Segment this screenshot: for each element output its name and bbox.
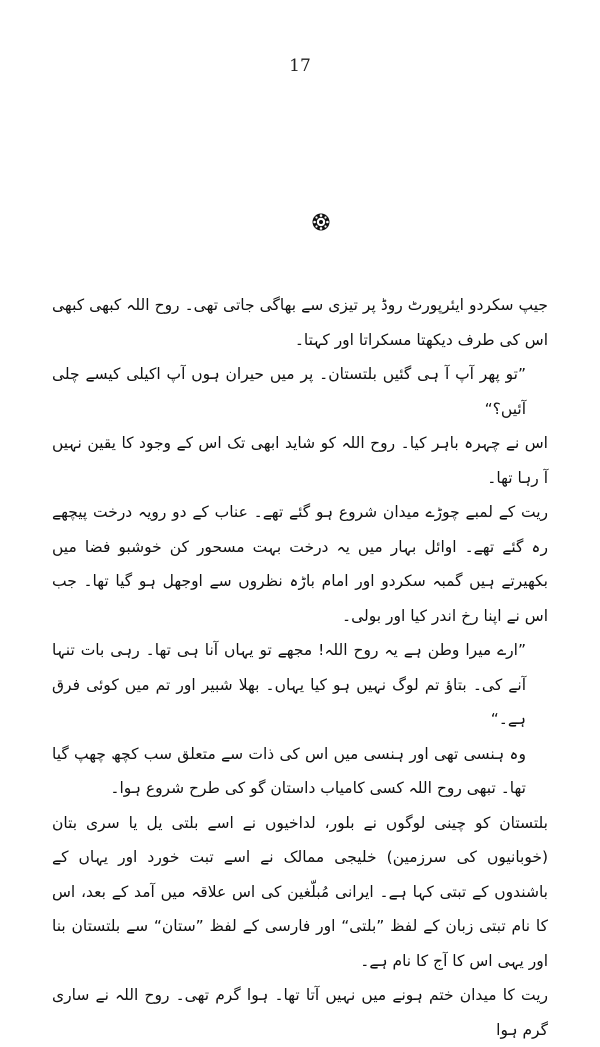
- paragraph: ریت کے لمبے چوڑے میدان شروع ہو گئے تھے۔ عناب کے دو رویہ درخت پیچھے رہ گئے تھے۔ اوائل بہار میں یہ درخت بہت مسحور کن خوشبو فضا میں بکھیرتے ہیں گمبہ سکردو اور امام باڑہ نظروں سے اوجھل ہو گیا تھا۔ جب اس نے اپنا رخ اندر کیا اور بولی۔: [52, 503, 548, 625]
- paragraph: اس نے چہرہ باہر کیا۔ روح اللہ کو شاید ابھی تک اس کے وجود کا یقین نہیں آ رہا تھا۔: [52, 434, 548, 487]
- urdu-text-body: [52, 288, 548, 1047]
- paragraph: ”ارے میرا وطن ہے یہ روح اللہ! مجھے تو یہاں آنا ہی تھا۔ رہی بات تنہا آنے کی۔ بتاؤ تم لوگ نہیں ہو کیا یہاں۔ بھلا شبیر اور تم میں کوئی فرق ہے۔“: [52, 641, 526, 728]
- paragraph: ریت کا میدان ختم ہونے میں نہیں آتا تھا۔ ہوا گرم تھی۔ روح اللہ نے ساری گرم ہوا: [52, 986, 548, 1039]
- paragraph: بلتستان کو چینی لوگوں نے بلور، لداخیوں نے اسے بلتی یل یا سری بتان (خوبانیوں کی سرزمین) خلیجی ممالک نے اسے تبت خورد اور یہاں کے باشندوں کے تبتی کہا ہے۔ ایرانی مُبلّغین کی اس علاقہ میں آمد کے بعد، اس کا نام تبتی زبان کے لفظ ”بلتی“ اور فارسی کے لفظ ”ستان“ سے بلتستان بنا اور یہی اس کا آج کا نام ہے۔: [52, 813, 548, 970]
- paragraph: ”تو پھر آپ آ ہی گئیں بلتستان۔ پر میں حیران ہوں آپ اکیلی کیسے چلی آئیں؟“: [52, 365, 526, 418]
- paragraph: جیپ سکردو ایئرپورٹ روڈ پر تیزی سے بھاگی جاتی تھی۔ روح اللہ کبھی کبھی اس کی طرف دیکھتا مسکراتا اور کہتا۔: [52, 296, 548, 349]
- page-number: 17: [289, 56, 311, 76]
- paragraph: وہ ہنسی تھی اور ہنسی میں اس کی ذات سے متعلق سب کچھ چھپ گیا تھا۔ تبھی روح اللہ کسی کامیاب داستان گو کی طرح شروع ہوا۔: [52, 744, 526, 797]
- flower-ornament-icon: [311, 212, 331, 232]
